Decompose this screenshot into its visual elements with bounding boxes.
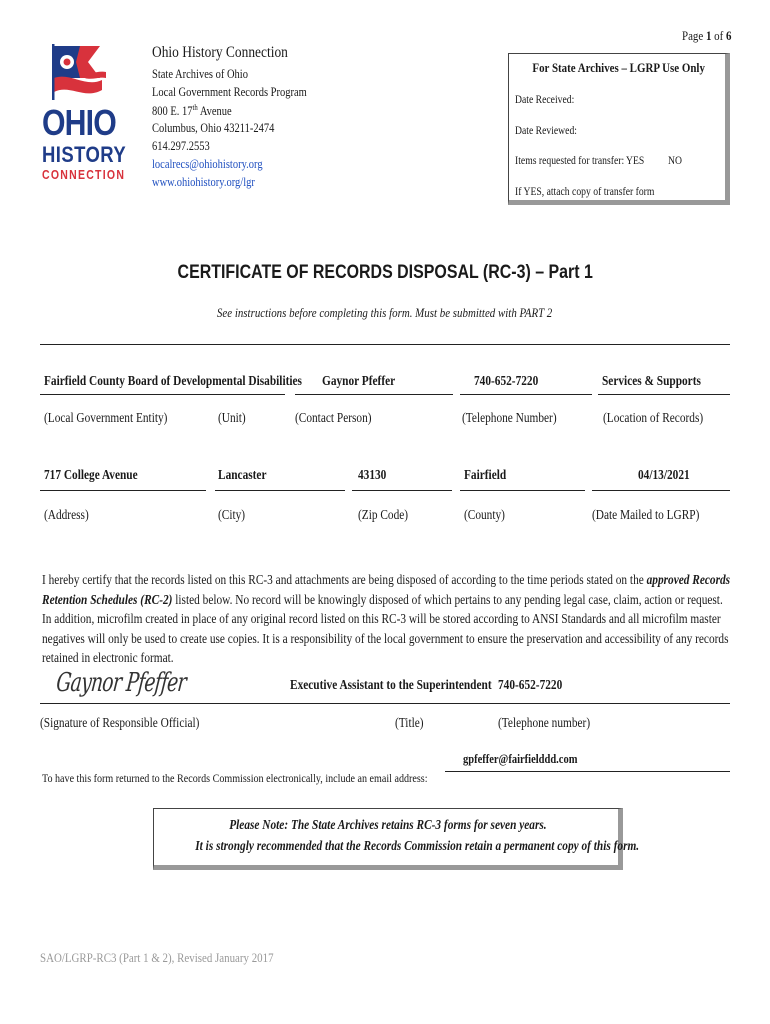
- county-line: [460, 490, 585, 491]
- ohio-history-logo: [40, 40, 128, 190]
- org-name: Ohio History Connection: [152, 44, 288, 61]
- entity-value: Fairfield County Board of Developmental Disabilities: [44, 373, 302, 388]
- items-requested-label: Items requested for transfer:: [515, 155, 625, 167]
- form-title: CERTIFICATE OF RECORDS DISPOSAL (RC-3) – Part 1: [177, 262, 593, 283]
- location-line: [598, 394, 730, 395]
- logo-text-ohio: OHIO: [42, 102, 116, 143]
- date-mailed-value: 04/13/2021: [638, 467, 690, 482]
- zip-value: 43130: [358, 467, 387, 482]
- page-current: 1: [705, 28, 712, 43]
- phone-value: 740-652-7220: [474, 373, 539, 388]
- certification-text: I hereby certify that the records listed on this RC-3 and attachments are being disposed of according to the time periods stated on the approved Records Retention Schedules (RC-2) listed below. No record will be knowingly disposed of which pertains to any pending legal case, claim, action or request. In addition, microfilm created in place of any original record listed on this RC-3 will be stored according to ANSI Standards and all microfilm master negatives will only be used to create use copies. It is a responsibility of the local government to ensure the preservation and accessibility of any records retained in electronic format.: [42, 572, 731, 665]
- note-line-1: Please Note: The State Archives retains RC-3 forms for seven years.: [229, 817, 547, 832]
- contact-line: [295, 394, 453, 395]
- address-label: (Address): [44, 507, 89, 522]
- official-phone-value: 740-652-7220: [498, 677, 563, 692]
- county-value: Fairfield: [464, 467, 507, 482]
- title-label: (Title): [395, 715, 424, 730]
- zip-label: (Zip Code): [358, 507, 409, 522]
- address-value: 717 College Avenue: [44, 467, 138, 482]
- entity-line: [40, 394, 285, 395]
- section-divider: [40, 344, 730, 345]
- yes-option[interactable]: YES: [626, 155, 645, 167]
- page-total: 6: [725, 28, 732, 43]
- page-number: [682, 28, 741, 44]
- location-value: Services & Supports: [602, 373, 701, 388]
- handwritten-signature: Gaynor Pfeffer: [54, 668, 188, 698]
- signature-label: (Signature of Responsible Official): [40, 715, 200, 730]
- logo-text-history: HISTORY: [42, 142, 127, 167]
- location-label: (Location of Records): [603, 410, 704, 425]
- contact-value: Gaynor Pfeffer: [322, 373, 396, 388]
- note-line-2: It is strongly recommended that the Records Commission retain a permanent copy of this form.: [195, 838, 640, 853]
- address-line: [40, 490, 206, 491]
- org-email-link[interactable]: localrecs@ohiohistory.org: [152, 157, 263, 171]
- no-option[interactable]: NO: [668, 155, 682, 167]
- org-line-archives: State Archives of Ohio: [152, 67, 248, 81]
- city-line: [215, 490, 345, 491]
- contact-label: (Contact Person): [295, 410, 372, 425]
- county-label: (County): [464, 507, 505, 522]
- date-received-label: Date Received:: [515, 94, 575, 106]
- official-title-value: Executive Assistant to the Superintendent: [290, 677, 492, 692]
- page-of: of: [714, 28, 724, 43]
- date-reviewed-label: Date Reviewed:: [515, 125, 577, 137]
- signature-line: [40, 703, 730, 704]
- phone-label: (Telephone Number): [462, 410, 557, 425]
- attach-note: If YES, attach copy of transfer form: [515, 186, 655, 198]
- email-instruction: To have this form returned to the Records Commission electronically, include an email address:: [42, 771, 428, 785]
- date-mailed-label: (Date Mailed to LGRP): [592, 507, 700, 522]
- org-line-phone: 614.297.2553: [152, 139, 210, 153]
- unit-label: (Unit): [218, 410, 246, 425]
- city-label: (City): [218, 507, 246, 522]
- org-website-link[interactable]: www.ohiohistory.org/lgr: [152, 175, 255, 189]
- form-footer: SAO/LGRP-RC3 (Part 1 & 2), Revised January 2017: [40, 950, 274, 965]
- retention-schedules-ref: approved Records Retention Schedules (RC-2): [42, 572, 731, 607]
- page-label: Page: [682, 28, 704, 43]
- entity-label: (Local Government Entity): [44, 410, 168, 425]
- phone-line: [460, 394, 592, 395]
- date-mailed-line: [592, 490, 730, 491]
- city-value: Lancaster: [218, 467, 267, 482]
- logo-text-connection: CONNECTION: [42, 168, 126, 182]
- archives-box-title: For State Archives – LGRP Use Only: [532, 60, 706, 75]
- org-line-street: 800 E. 17th Avenue: [152, 103, 232, 119]
- org-line-city: Columbus, Ohio 43211-2474: [152, 121, 275, 135]
- return-email-value: gpfeffer@fairfielddd.com: [463, 752, 578, 766]
- zip-line: [352, 490, 452, 491]
- form-instructions: See instructions before completing this form. Must be submitted with PART 2: [217, 305, 553, 320]
- org-line-program: Local Government Records Program: [152, 85, 307, 99]
- telephone-label: (Telephone number): [498, 715, 591, 730]
